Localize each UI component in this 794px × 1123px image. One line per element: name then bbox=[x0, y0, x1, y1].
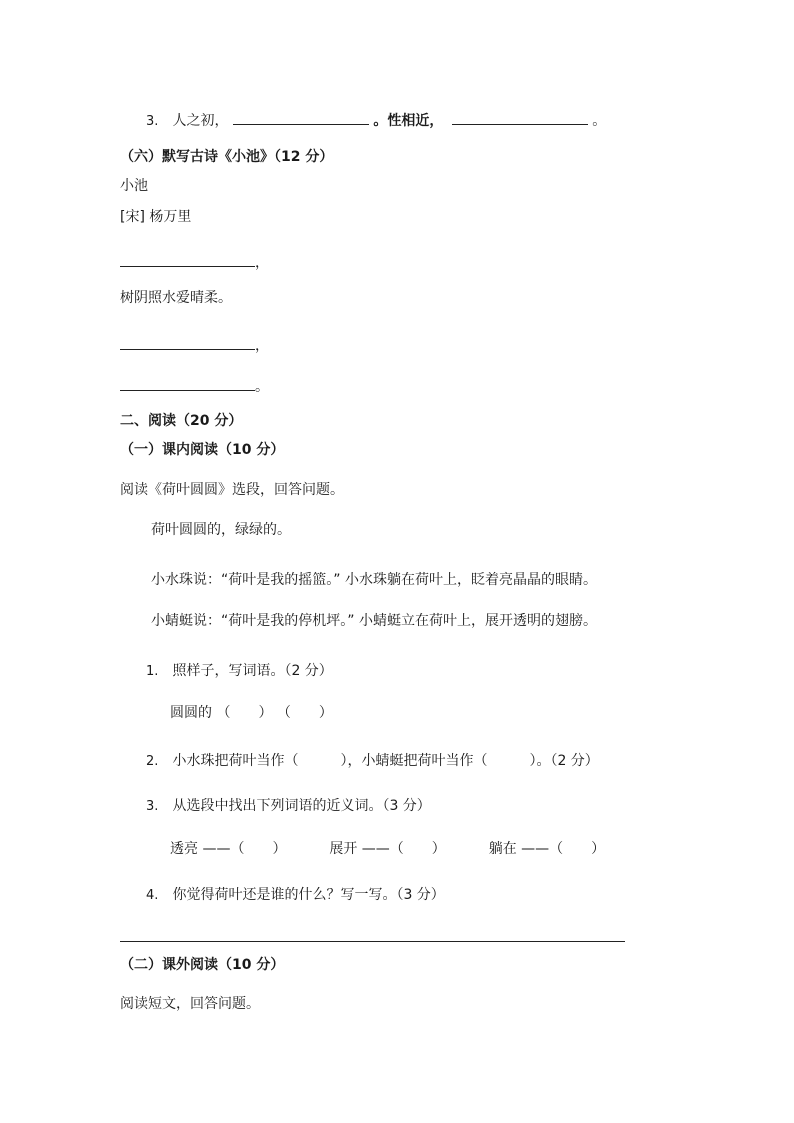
question-3-number: 3. bbox=[146, 799, 159, 814]
question-4 bbox=[146, 887, 445, 904]
synonym-item-2[interactable]: 展开 ——（ ） bbox=[329, 841, 446, 857]
synonym-item-1[interactable]: 透亮 ——（ ） bbox=[170, 841, 287, 857]
q3-blank-1[interactable] bbox=[233, 110, 369, 125]
poem-line-2: 树阴照水爱晴柔。 bbox=[120, 290, 232, 306]
question-4-text: 你觉得荷叶还是谁的什么？写一写。（3 分） bbox=[172, 887, 445, 903]
poem-comma-1: ， bbox=[255, 255, 269, 271]
passage-para-3: 小蜻蜓说：“荷叶是我的停机坪。” 小蜻蜓立在荷叶上，展开透明的翅膀。 bbox=[151, 613, 597, 629]
question-3-text: 从选段中找出下列词语的近义词。（3 分） bbox=[172, 798, 431, 814]
sub1-title: （一）课内阅读（10 分） bbox=[120, 442, 285, 458]
question-3-words bbox=[170, 841, 605, 858]
poem-period-4: 。 bbox=[255, 379, 269, 395]
q3-mid: 。性相近， bbox=[373, 113, 444, 129]
poem-line-1 bbox=[120, 252, 269, 272]
sub2-intro: 阅读短文，回答问题。 bbox=[120, 996, 260, 1012]
poem-blank-3[interactable] bbox=[120, 335, 255, 350]
sub2-title: （二）课外阅读（10 分） bbox=[120, 957, 285, 973]
question-3 bbox=[146, 798, 431, 815]
passage-para-1: 荷叶圆圆的，绿绿的。 bbox=[151, 522, 291, 538]
poem-line-3 bbox=[120, 335, 269, 355]
answer-line[interactable] bbox=[120, 941, 625, 942]
question-1-example[interactable]: 圆圆的 （ ） （ ） bbox=[170, 705, 333, 721]
part2-title: 二、阅读（20 分） bbox=[120, 413, 243, 429]
question-1-text: 照样子，写词语。（2 分） bbox=[172, 663, 333, 679]
reading-intro: 阅读《荷叶圆圆》选段，回答问题。 bbox=[120, 482, 344, 498]
poem-blank-1[interactable] bbox=[120, 252, 255, 267]
question-2-text[interactable]: 小水珠把荷叶当作（ ），小蜻蜓把荷叶当作（ ）。（2 分） bbox=[172, 753, 599, 769]
synonym-item-3[interactable]: 躺在 ——（ ） bbox=[488, 841, 606, 857]
poem-title: 小池 bbox=[120, 178, 148, 194]
question-2-number: 2. bbox=[146, 754, 159, 769]
question-1 bbox=[146, 663, 333, 680]
poem-blank-4[interactable] bbox=[120, 376, 255, 391]
passage-para-2: 小水珠说：“荷叶是我的摇篮。” 小水珠躺在荷叶上，眨着亮晶晶的眼睛。 bbox=[151, 572, 597, 588]
section6-title: （六）默写古诗《小池》（12 分） bbox=[120, 149, 334, 165]
poem-line-4 bbox=[120, 376, 269, 396]
q3-part1: 人之初， bbox=[172, 113, 229, 129]
q3-blank-2[interactable] bbox=[452, 110, 588, 125]
question-4-number: 4. bbox=[146, 888, 159, 903]
q3-line bbox=[146, 110, 606, 130]
q3-end: 。 bbox=[592, 113, 607, 129]
question-1-number: 1. bbox=[146, 664, 159, 679]
poem-comma-3: ， bbox=[255, 338, 269, 354]
poem-author: [宋] 杨万里 bbox=[120, 209, 192, 225]
q3-number: 3. bbox=[146, 114, 159, 129]
question-2 bbox=[146, 753, 599, 770]
